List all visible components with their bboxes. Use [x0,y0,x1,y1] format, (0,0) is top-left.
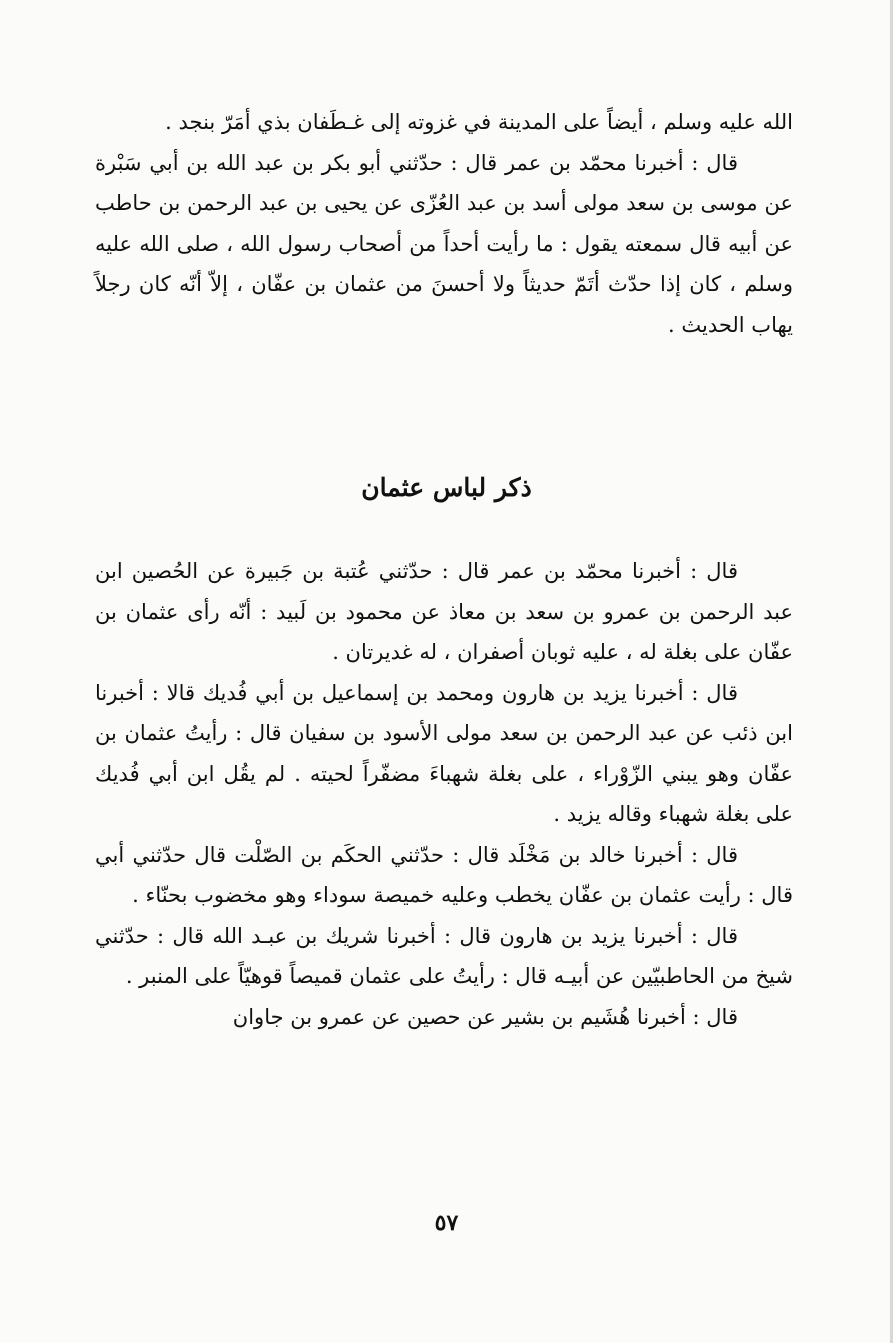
top-text-block [95,102,793,345]
paragraph: قال : أخبرنا يزيد بن هارون قال : أخبرنا شريك بن عبـد الله قال : حدّثني شيخ من الحاطبيّين عن أبيـه قال : رأيتُ على عثمان قميصاً قوهيّاً على المنبر . [95,923,793,988]
paragraph: قال : أخبرنا هُشَيم بن بشير عن حصين عن عمرو بن جاوان [232,1004,738,1029]
paragraph: الله عليه وسلم ، أيضاً على المدينة في غزوته إلى غـطَفان بذي أمَرّ بنجد . [165,110,793,134]
paragraph: قال : أخبرنا محمّد بن عمر قال : حدّثني عُتبة بن جَبيرة عن الحُصين ابن عبد الرحمن بن عمرو بن سعد بن معاذ عن محمود بن لَبيد : أنّه رأى عثمان بن عفّان على بغلة له ، عليه ثوبان أصفران ، له غديرتان . [95,559,793,664]
page-number: ٥٧ [434,1210,459,1236]
paragraph: قال : أخبرنا يزيد بن هارون ومحمد بن إسماعيل بن أبي فُديك قالا : أخبرنا ابن ذئب عن عبد الرحمن بن سعد مولى الأسود بن سفيان قال : رأيتُ عثمان بن عفّان وهو يبني الزّوْراء ، على بغلة شهباءَ مضفّراً لحيته . لم يقُل ابن أبي فُديك على بغلة شهباء وقاله يزيد . [95,680,793,826]
paragraph: قال : أخبرنا خالد بن مَخْلَد قال : حدّثني الحكَم بن الصّلْت قال حدّثني أبي قال : رأيت عثمان بن عفّان يخطب وعليه خميصة سوداء وهو مخضوب بحنّاء . [95,842,793,907]
section-title: ذكر لباس عثمان [361,473,532,502]
paragraph: قال : أخبرنا محمّد بن عمر قال : حدّثني أبو بكر بن عبد الله بن أبي سَبْرة عن موسى بن سعد مولى أسد بن عبد العُزّى عن يحيى بن عبد الرحمن بن حاطب عن أبيه قال سمعته يقول : ما رأيت أحداً من أصحاب رسول الله ، صلى الله عليه وسلم ، كان إذا حدّث أتَمّ حديثاً ولا أحسنَ من عثمان بن عفّان ، إلاّ أنّه كان رجلاً يهاب الحديث . [95,150,793,337]
bottom-text-block [95,551,793,1037]
